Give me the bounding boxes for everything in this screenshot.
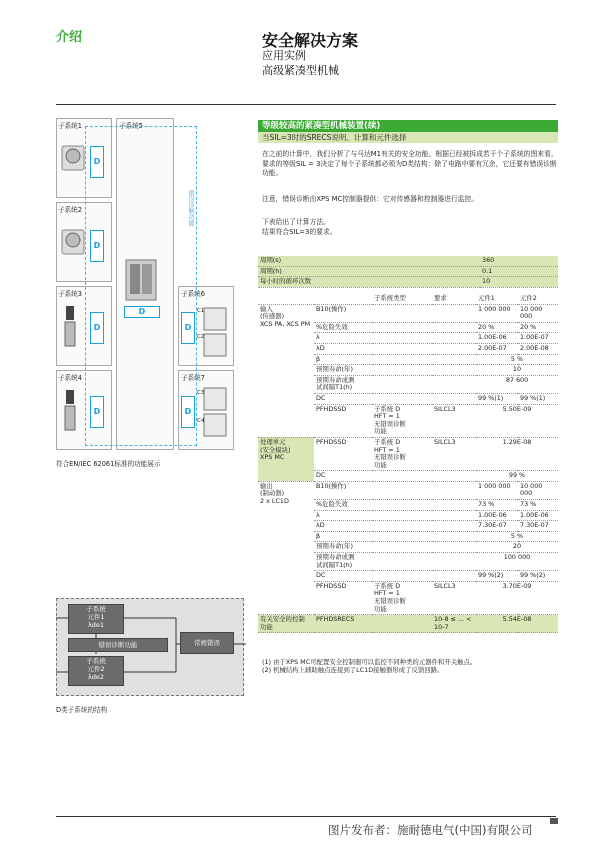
emergency-stop-icon [60,140,86,174]
subsystem-3-label: 子系统3 [58,290,82,298]
table-row: 周期(s) 360 [258,256,558,266]
footnote: (1) 由于XPS MC可配置安全控制器可以监控不同种类的元器件和开关触点。 [262,658,477,666]
footnote: (2) 机械结构上辅助触点连接到了LC1D接触器形成了反馈回路。 [262,666,444,674]
subsystem-4-label: 子系统4 [58,374,82,382]
table-row: %危险失效 20 % 20 % [258,322,558,333]
component-label: C2 [197,334,205,340]
table-row: DC 99 %(2) 99 %(2) [258,571,558,582]
dclass-common-fault: 常规错误 [180,632,234,654]
table-row: λ 1.00E-06 1.00E-07 [258,333,558,344]
contactor-icon [202,306,228,358]
table-row: 输入 (传感器) XCS PA, XCS PM B10(操作) 1 000 000 10 000 000 [258,304,558,322]
table-row: 预期寿命(年) 10 [258,365,558,376]
page-subtitle-2: 高级紧凑型机械 [262,64,339,77]
subsystem-1-label: 子系统1 [58,122,82,130]
bottom-divider [56,816,556,817]
table-row: 每小时的循环次数 10 [258,277,558,288]
d-class-marker: D [90,146,104,178]
dclass-diagnostic: 错误诊断功能 [68,638,168,652]
table-row: 预期寿命或测 试间隔T1(h) 100 000 [258,553,558,571]
body-paragraph: 下表给出了计算方法。 [262,218,330,226]
component-label: C3 [197,390,205,396]
table-row: %危险失效 73 % 73 % [258,500,558,511]
d-class-marker: D [90,230,104,262]
section-label: 介绍 [56,30,83,45]
dclass-caption: D类子系统的结构 [56,706,108,714]
table-row: PFHDSSD 子系统 D HFT = 1 无错误诊断 功能 SILCL3 3.70E-09 [258,581,558,614]
page-title: 安全解决方案 [262,31,359,50]
d-class-marker: D [181,396,195,428]
diagnostic-label: 错误诊断功能 [187,190,194,226]
d-class-marker: D [181,312,195,344]
subsystem-7-label: 子系统7 [181,374,205,382]
table-row: DC 99 %(1) 99 %(1) [258,393,558,404]
table-row: DC 99 % [258,471,558,482]
table-row: 预期寿命或测 试间隔T1(h) 87 600 [258,375,558,393]
table-row: 周期(h) 0.1 [258,266,558,277]
subsystem-6-label: 子系统6 [181,290,205,298]
page-marker [550,818,558,824]
component-label: C4 [197,418,205,424]
safety-switch-icon [62,388,78,432]
table-row: β 5 % [258,354,558,365]
d-class-marker: D [90,396,104,428]
subsystem-2-label: 子系统2 [58,206,82,214]
safety-switch-icon [62,304,78,348]
publisher-credit: 图片发布者：施耐德电气(中国)有限公司 [328,823,533,837]
table-header-row: 子系统类型 要求 元件1 元件2 [258,294,558,304]
section-heading: 等级较高的紧凑型机械装置(续) [258,120,558,132]
subsystem-5-label: 子系统5 [119,122,143,130]
table-row: 输出 (制动器) 2 x LC1D B10(操作) 1 000 000 10 000 000 [258,481,558,499]
component-label: C1 [197,308,205,314]
table-row: 预期寿命(年) 20 [258,542,558,553]
calculation-table [258,294,558,633]
contactor-icon [202,386,228,440]
diagram-caption: 符合EN/IEC 62061标准的功能展示 [56,460,161,468]
page-subtitle-1: 应用实例 [262,49,306,62]
dclass-sub2: 子系统 元件2 λde2 [68,656,124,686]
emergency-stop-icon [60,224,86,258]
dclass-sub1: 子系统 元件1 λde1 [68,604,124,634]
table-row-total: 有关安全的控制 功能 PFHDSRECS 10-8 ≤ ... < 10-7 5.54E-08 [258,615,558,633]
footnotes [262,658,558,674]
body-paragraph: 结果符合SIL=3的要求。 [262,228,337,236]
cycle-params-table [258,256,558,288]
table-row: 处理单元 (安全模块) XPS MC PFHDSSD 子系统 D HFT = 1 无错误诊断 功能 SILCL3 1.29E-08 [258,437,558,470]
table-row: λ 1.00E-06 1.00E-06 [258,510,558,521]
body-paragraph: 在之前的计算中，我们分析了与马达M1有关的安全功能。根据已经被拆成若干个子系统的图来看，要求的等级SIL = 3决定了每个子系统都必须为D类结构：除了电路中要有冗余，它还要有错误诊断功能。 [262,150,558,177]
d-class-marker: D [124,306,160,318]
table-row: β 5 % [258,531,558,542]
table-row: λD 2.00E-07 2.00E-08 [258,343,558,354]
section-subheading: 当SIL=3时的SRECS说明、计算和元件选择 [258,132,558,143]
d-class-marker: D [90,312,104,344]
body-paragraph: 注意，错误诊断由XPS MC控制器提供：它对传感器和控制器进行监控。 [262,195,479,203]
table-row: λD 7.30E-07 7.30E-07 [258,521,558,532]
table-row: PFHDSSD 子系统 D HFT = 1 无错误诊断 功能 SILCL3 5.50E-09 [258,404,558,437]
top-divider [56,104,556,105]
